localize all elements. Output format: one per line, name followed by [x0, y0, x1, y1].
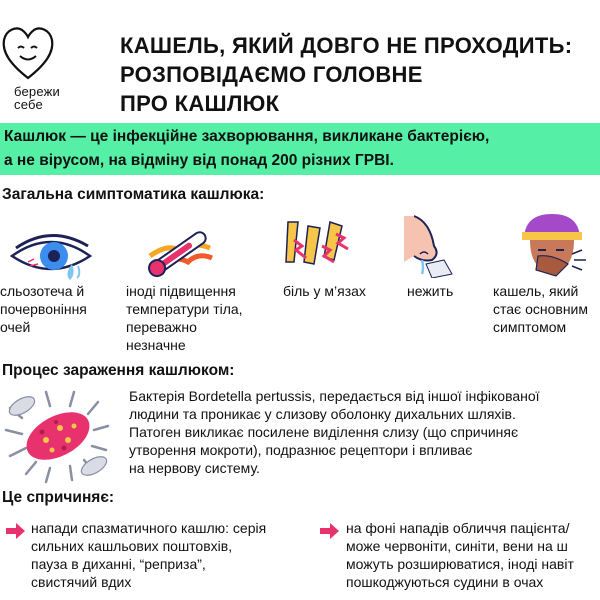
symptom-line: незначне [126, 337, 186, 353]
symptom-label-muscle-pain [283, 282, 393, 300]
coughing-person-icon [516, 210, 588, 278]
symptom-line: симптомом [493, 319, 567, 335]
heart-smile-icon [0, 22, 56, 84]
effect-item-1 [31, 519, 311, 591]
infection-line: Бактерія Bordetella pertussis, передається від іншої інфікованої [129, 388, 540, 404]
page-title-line-2: РОЗПОВІДАЄМО ГОЛОВНЕ [120, 62, 423, 87]
symptoms-heading: Загальна симптоматика кашлюка: [2, 186, 265, 203]
logo-line-2: себе [14, 97, 43, 112]
nose-icon [400, 212, 456, 278]
effect-line: сильних кашльових поштовхів, [31, 538, 233, 554]
infection-line: утворення мокроти), подразнює рецептори і впливає [129, 442, 473, 458]
effect-line: на фоні нападів обличчя пацієнта/ [346, 520, 570, 536]
page-title-line-1: КАШЕЛЬ, ЯКИЙ ДОВГО НЕ ПРОХОДИТЬ: [120, 33, 573, 58]
symptom-label-eyes [0, 282, 110, 336]
muscle-pain-icon [278, 216, 358, 278]
effect-item-2 [346, 519, 600, 591]
symptom-line: почервоніння [0, 301, 87, 317]
symptom-line: нежить [407, 283, 454, 299]
symptom-line: переважно [126, 319, 197, 335]
arrow-right-icon [318, 522, 340, 540]
symptom-line: кашель, який [493, 283, 579, 299]
effect-line: пошкоджуються судини в очах [346, 574, 544, 590]
page-title-line-3: ПРО КАШЛЮК [120, 91, 280, 116]
thermometer-icon [140, 222, 220, 282]
logo [0, 22, 61, 112]
banner-line-2: а не вірусом, на відміну від понад 200 різних ГРВІ. [4, 152, 394, 169]
effects-heading: Це спричиняє: [2, 489, 115, 506]
effect-line: напади спазматичного кашлю: серія [31, 520, 267, 536]
banner-line-1: Кашлюк — це інфекційне захворювання, викликане бактерією, [4, 128, 490, 145]
symptom-line: іноді підвищення [126, 283, 236, 299]
eye-icon [8, 226, 94, 282]
symptom-label-cough [493, 282, 600, 336]
symptom-line: температури тіла, [126, 301, 243, 317]
infection-line: людини та проникає у слизову оболонку дихальних шляхів. [129, 406, 516, 422]
infection-line: на нервову систему. [129, 460, 260, 476]
logo-line-1: бережи [14, 84, 61, 99]
effect-line: можуть розширюватися, іноді навіт [346, 556, 574, 572]
symptom-line: сльозотеча й [0, 283, 85, 299]
infection-description [129, 387, 600, 477]
symptom-line: очей [0, 319, 31, 335]
effect-line: свистячий вдих [31, 574, 132, 590]
infection-heading: Процес зараження кашлюком: [2, 362, 235, 379]
symptom-label-runny-nose [407, 282, 477, 300]
arrow-right-icon [4, 522, 26, 540]
symptom-line: біль у м’язах [283, 283, 366, 299]
effect-line: може червоніти, синіти, вени на ш [346, 538, 568, 554]
definition-banner [0, 123, 600, 175]
symptom-label-temperature [126, 282, 266, 354]
infection-line: Патоген викликає посилене виділення слизу (що спричиняє [129, 424, 519, 440]
effect-line: пауза в диханні, “реприза”, [31, 556, 206, 572]
symptom-line: стає основним [493, 301, 588, 317]
bacteria-icon [2, 386, 114, 486]
